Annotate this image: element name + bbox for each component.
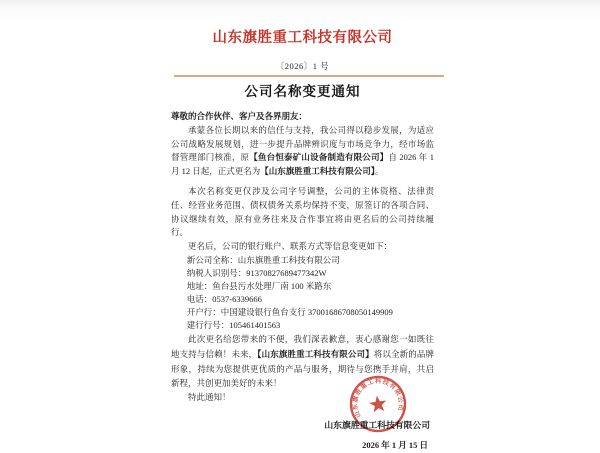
info-value: 91370827689477342W: [246, 267, 327, 278]
closing-line: 特此通知！: [188, 391, 231, 402]
salutation-line: 尊敬的合作伙伴、客户及各界朋友：: [171, 111, 308, 121]
info-value: 0537-6339666: [212, 293, 262, 304]
paragraph-scope-unchanged: 本次名称变更仅涉及公司字号调整，公司的主体资格、法律责任、经营业务范围、债权债务关系均保持不变，原签订的各项合同、协议继续有效，原有业务往来及合作事宜将由更名后的公司持续履行。: [171, 185, 434, 238]
info-label: 新公司全称：: [186, 254, 238, 265]
paragraph-updated-info-intro: 更名后，公司的银行账户、联系方式等信息变更如下：: [188, 241, 393, 252]
info-label: 电话：: [186, 293, 213, 304]
new-company-name: 【山东旗胜重工科技有限公司】: [260, 166, 376, 177]
info-line-address: [171, 280, 434, 293]
info-line-phone: [171, 293, 434, 306]
info-label: 地址：: [186, 280, 213, 291]
info-value: 山东旗胜重工科技有限公司: [237, 254, 340, 265]
paragraph-rename-announcement: [171, 124, 434, 179]
document-number: 〔2026〕1 号: [275, 61, 330, 71]
info-line-bank-branch-code: [171, 319, 434, 332]
info-value: 中国建设银行鱼台支行 37001686708050149909: [220, 306, 393, 317]
signature-company-name: 山东旗胜重工科技有限公司: [324, 419, 430, 430]
notice-title: 公司名称变更通知: [244, 84, 361, 99]
paragraph-apology-outlook: [171, 332, 434, 390]
new-company-name-repeat: 【山东旗胜重工科技有限公司】: [257, 349, 374, 359]
info-value: 鱼台县污水处理厂南 100 米路东: [212, 280, 332, 291]
info-value: 105461401563: [229, 319, 281, 330]
info-line-company-name: [171, 254, 434, 267]
info-line-tax-id: [171, 267, 434, 280]
paragraph-1-effective-date: 自 2026 年 1 月 12 日起，正式更名为: [171, 152, 434, 177]
paragraph-1-lead: 承蒙各位长期以来的信任与支持，我公司得以稳步发展，为适应公司战略发展规划，进一步提升品牌辨识度与市场竞争力，经市场监督管理部门核准，原: [171, 124, 434, 163]
paragraph-4-lead: 此次更名给您带来的不便，我们深表歉意，衷心感谢您一如既往地支持与信赖！未来，: [171, 334, 434, 359]
old-company-name: 【鱼台恒泰矿山设备制造有限公司】: [249, 152, 389, 163]
paragraph-4-tail: 将以全新的品牌形象，持续为您提供更优质的产品与服务，期待与您携手并肩，共启新程，共创更加美好的未来！: [171, 349, 434, 389]
info-label: 开户行：: [186, 306, 221, 317]
info-line-bank: [171, 306, 434, 319]
info-label: 纳税人识别号：: [186, 267, 247, 278]
notice-document: [171, 30, 434, 453]
company-info-list: [171, 254, 434, 331]
signature-date: 2026 年 1 月 15 日: [362, 440, 428, 451]
info-label: 建行行号：: [186, 319, 230, 330]
paragraph-1-tail: 。: [375, 166, 384, 177]
letterhead-divider: [174, 75, 444, 77]
seal-ring-text: 山东旗胜重工科技有限公司: [351, 377, 405, 419]
letterhead-company-name: 山东旗胜重工科技有限公司: [212, 30, 393, 46]
